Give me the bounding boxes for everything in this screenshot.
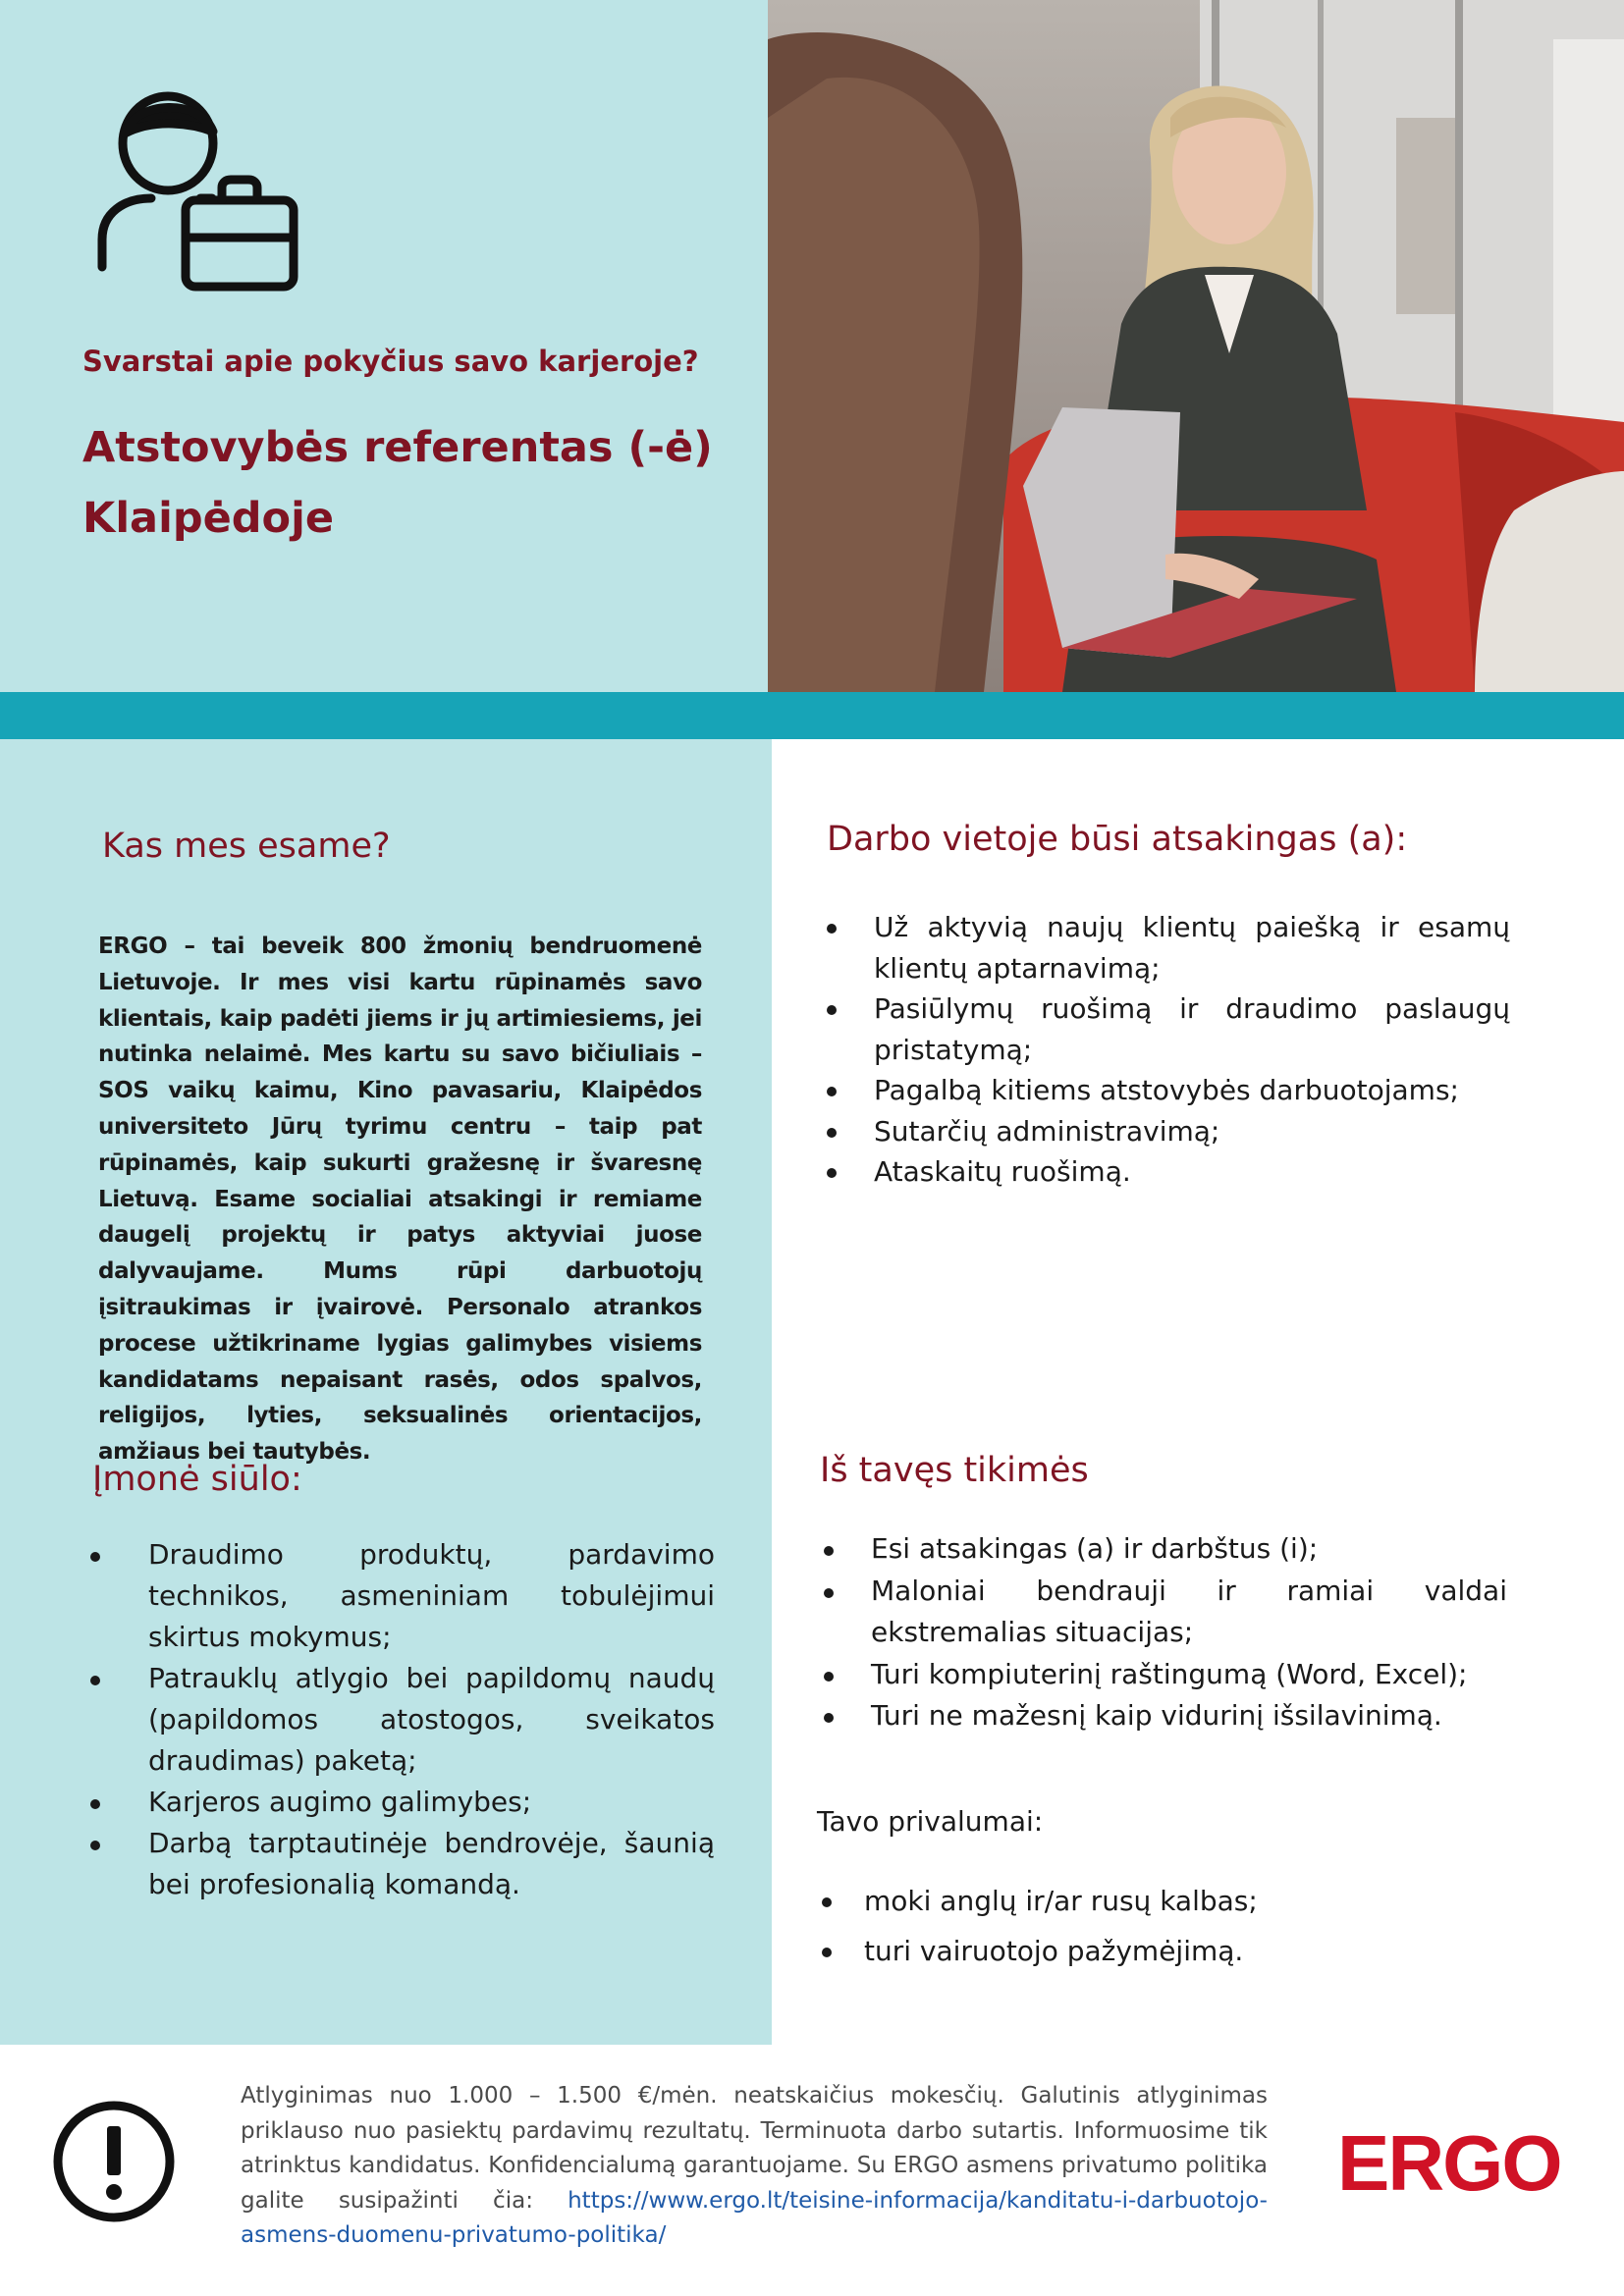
job-title [82, 412, 713, 554]
ergo-logo: ERGO [1337, 2119, 1561, 2207]
list-item: Draudimo produktų, pardavimo technikos, asmeniniam tobulėjimui skirtus mokymus; [86, 1534, 715, 1658]
about-heading: Kas mes esame? [102, 827, 391, 866]
person-briefcase-icon [94, 90, 302, 296]
job-title-line-1: Atstovybės referentas (-ė) [82, 423, 713, 472]
about-text: ERGO – tai beveik 800 žmonių bendruomenė Lietuvoje. Ir mes visi kartu rūpinamės savo klientais, kaip padėti jiems ir jų artimiesiems, jei nutinka nelaimė. Mes kartu su savo bičiuliais – SOS vaikų kaimu, Kino pavasariu, Klaipėdos universiteto Jūrų tyrimu centru – taip pat rūpinamės, kaip sukurti gražesnę ir švaresnę Lietuvą. Esame socialiai atsakingi ir remiame daugelį projektų ir patys aktyviai juose dalyvaujame. Mums rūpi darbuotojų įsitraukimas ir įvairovė. Personalo atrankos procese užtikriname lygias galimybes visiems kandidatams nepaisant rasės, odos spalvos, religijos, lyties, seksualinės orientacijos, amžiaus bei tautybės. [98, 934, 702, 1466]
advantages-list [817, 1881, 1504, 1981]
hero-tagline: Svarstai apie pokyčius savo karjeroje? [82, 345, 699, 378]
list-item: Maloniai bendrauji ir ramiai valdai ekstremalias situacijas; [820, 1571, 1507, 1654]
list-item: Turi ne mažesnį kaip vidurinį išsilavinimą. [820, 1695, 1507, 1737]
list-item: Karjeros augimo galimybes; [86, 1782, 715, 1823]
list-item: Sutarčių administravimą; [823, 1111, 1510, 1152]
list-item: moki anglų ir/ar rusų kalbas; [817, 1881, 1504, 1922]
offer-heading: Įmonė siūlo: [92, 1460, 302, 1499]
list-item: Pagalbą kitiems atstovybės darbuotojams; [823, 1070, 1510, 1111]
responsibilities-heading: Darbo vietoje būsi atsakingas (a): [827, 820, 1408, 859]
list-item: Turi kompiuterinį raštingumą (Word, Excel); [820, 1654, 1507, 1696]
smiling-woman-with-laptop-photo [768, 0, 1624, 692]
list-item: turi vairuotojo pažymėjimą. [817, 1931, 1504, 1972]
expectations-heading: Iš tavęs tikimės [820, 1451, 1089, 1490]
footer-text [241, 2079, 1268, 2254]
list-item: Už aktyvią naujų klientų paiešką ir esamų klientų aptarnavimą; [823, 907, 1510, 988]
advantages-label: Tavo privalumai: [817, 1805, 1044, 1838]
expectations-list [820, 1528, 1507, 1737]
exclamation-circle-icon [51, 2099, 177, 2224]
privacy-policy-link[interactable]: https://www.ergo.lt/teisine-informacija/kanditatu-i-darbuotojo-asmens-duomenu-privatumo-politika/ [241, 2187, 1268, 2248]
list-item: Patrauklų atlygio bei papildomų naudų (papildomos atostogos, sveikatos draudimas) paketą; [86, 1658, 715, 1782]
list-item: Ataskaitų ruošimą. [823, 1151, 1510, 1193]
job-title-line-2: Klaipėdoje [82, 494, 334, 543]
offer-list [86, 1534, 715, 1905]
list-item: Darbą tarptautinėje bendrovėje, šaunią bei profesionalią komandą. [86, 1823, 715, 1905]
footer-salary-text: Atlyginimas nuo 1.000 – 1.500 €/mėn. neatskaičius mokesčių. Galutinis atlyginimas priklauso nuo pasiektų pardavimų rezultatų. Terminuota darbo sutartis. Informuosime tik atrinktus kandidatus. Konfidencialumą garantuojame. Su ERGO asmens privatumo politika galite susipažinti čia: [241, 2083, 1268, 2214]
teal-divider-band [0, 692, 1624, 739]
responsibilities-list [823, 907, 1510, 1193]
list-item: Esi atsakingas (a) ir darbštus (i); [820, 1528, 1507, 1571]
list-item: Pasiūlymų ruošimą ir draudimo paslaugų pristatymą; [823, 988, 1510, 1070]
